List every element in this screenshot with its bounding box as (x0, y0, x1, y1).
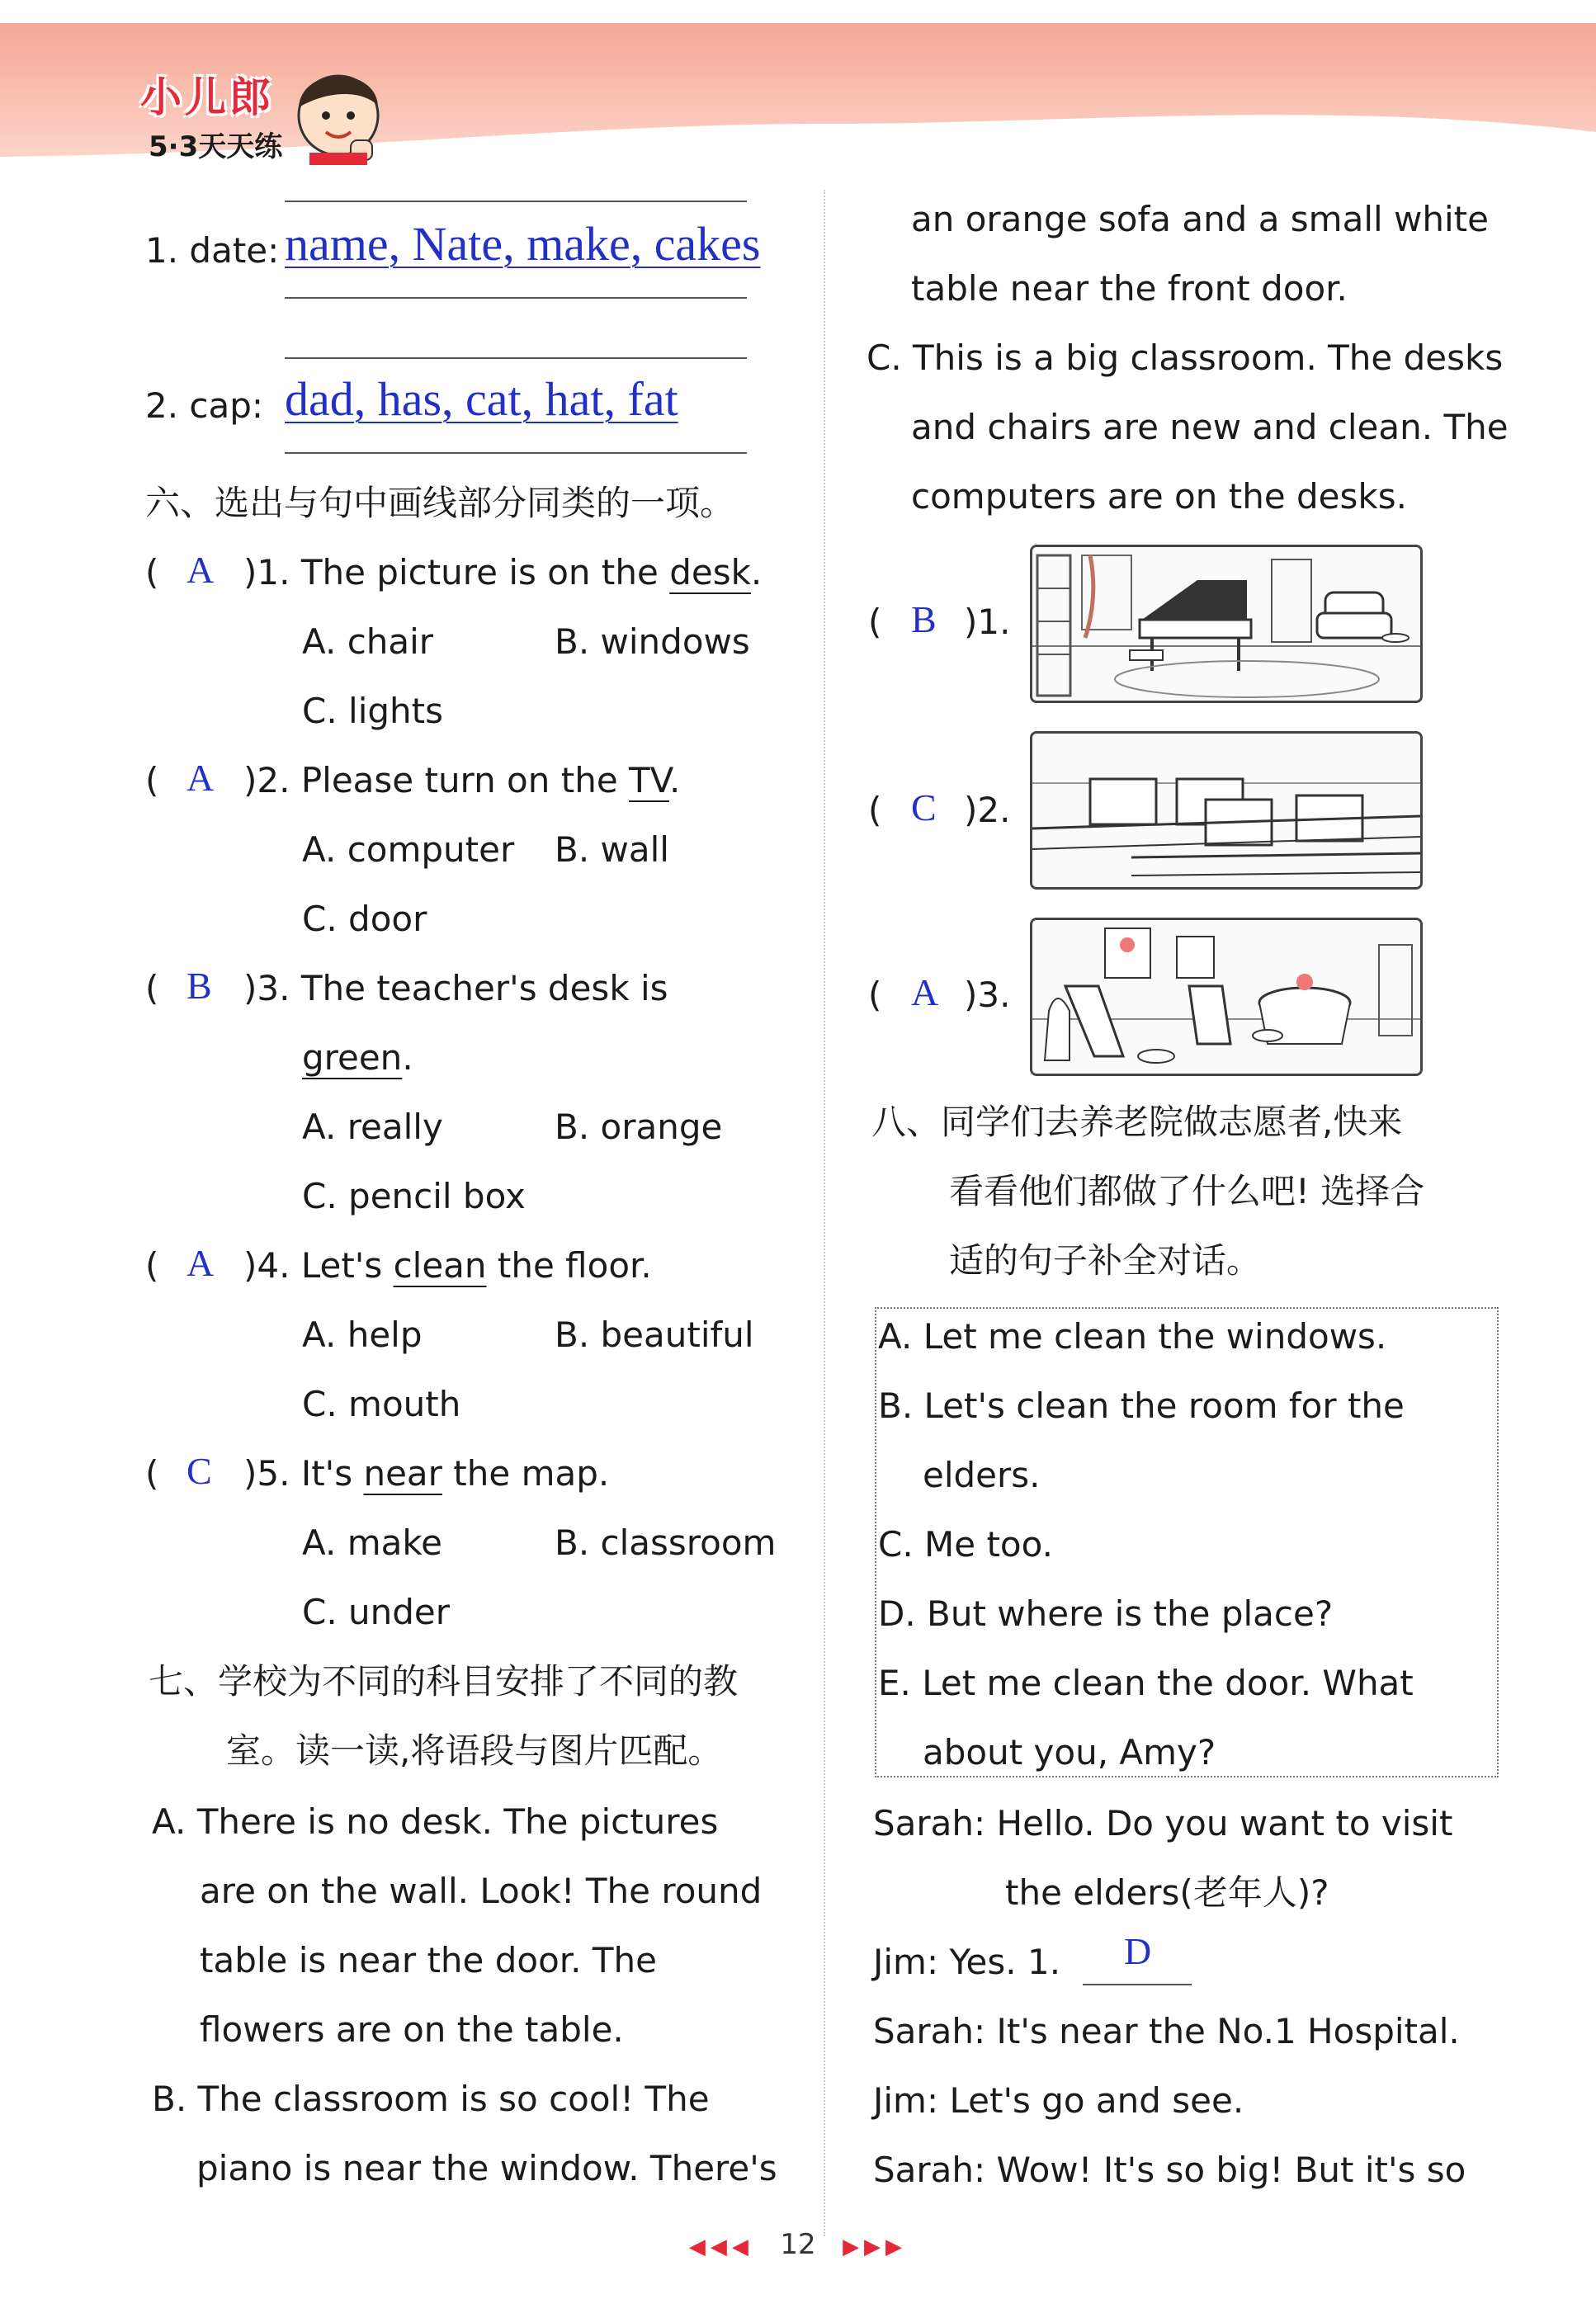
stem-text: The teacher's desk is (300, 968, 668, 1008)
option: B. beautiful (555, 1315, 754, 1355)
answer-letter: C (911, 786, 937, 828)
page-footer (0, 2228, 1596, 2261)
passage-line: table near the front door. (911, 268, 1348, 309)
answer-letter: A (187, 757, 215, 799)
question-number: )4. (243, 1245, 290, 1286)
column-divider (824, 190, 825, 2236)
option: A. help (302, 1315, 423, 1355)
computer-room-picture (1030, 731, 1423, 890)
passage-line: flowers are on the table. (200, 2009, 624, 2050)
passage-line: piano is near the window. There's (196, 2148, 777, 2188)
dialogue-option: A. Let me clean the windows. (878, 1316, 1387, 1357)
section8-title-cont: 适的句子补全对话。 (949, 1240, 1262, 1281)
answer-letter: D (1124, 1930, 1152, 1972)
logo-title: 小儿郎 (140, 73, 274, 121)
handwritten-answer: dad, has, cat, hat, fat (285, 372, 678, 426)
page-number: 12 (780, 2228, 816, 2261)
option: A. really (302, 1107, 443, 1147)
handwritten-answer: name, Nate, make, cakes (285, 217, 761, 271)
item-label: 2. cap: (145, 385, 264, 426)
stem-text: . (402, 1037, 413, 1078)
option: B. windows (555, 621, 750, 662)
stem-text: the floor. (486, 1245, 652, 1286)
match-number: )3. (964, 975, 1011, 1015)
option: A. computer (302, 829, 515, 870)
section8-title: 八、同学们去养老院做志愿者,快来 (871, 1102, 1403, 1142)
answer-blank (1083, 1984, 1192, 1985)
paren-open: ( (868, 602, 882, 642)
writing-line (285, 297, 747, 299)
underlined-word: near (363, 1453, 442, 1494)
computer-room-illustration (1032, 734, 1420, 887)
paren-open: ( (145, 760, 159, 800)
option: B. wall (555, 829, 669, 870)
underlined-word: green (302, 1037, 403, 1078)
option: C. mouth (302, 1384, 461, 1424)
option: B. classroom (555, 1522, 777, 1563)
question-stem (243, 967, 668, 1010)
dialogue-line: Sarah: Wow! It's so big! But it's so (873, 2150, 1466, 2190)
underlined-word: desk (669, 552, 751, 592)
option: A. chair (302, 621, 434, 662)
question-number: )2. (243, 760, 290, 800)
option: C. under (302, 1592, 451, 1632)
stem-text: Please turn on the (300, 760, 630, 800)
dialogue-line: Jim: Let's go and see. (873, 2080, 1244, 2121)
paren-open: ( (868, 790, 882, 830)
paren-open: ( (145, 552, 159, 592)
dialogue-line: the elders(老年人)? (1005, 1872, 1329, 1913)
option: C. pencil box (302, 1176, 526, 1216)
option: B. orange (555, 1107, 723, 1147)
dialogue-option: about you, Amy? (923, 1732, 1216, 1773)
option: A. make (302, 1522, 443, 1563)
dialogue-option: D. But where is the place? (878, 1593, 1334, 1634)
underlined-word: clean (393, 1245, 487, 1286)
question-number: )5. (243, 1453, 290, 1494)
question-number: )1. (243, 552, 290, 592)
answer-letter: C (187, 1450, 212, 1492)
dialogue-option: E. Let me clean the door. What (878, 1663, 1414, 1703)
passage-line: are on the wall. Look! The round (200, 1871, 763, 1911)
question-number: )3. (243, 968, 290, 1008)
left-arrows-icon: ◀◀◀ (688, 2235, 753, 2259)
answer-letter: A (911, 971, 939, 1013)
stem-text: the map. (441, 1453, 610, 1494)
question-stem (243, 551, 762, 594)
dialogue-line: Sarah: Hello. Do you want to visit (873, 1803, 1453, 1843)
writing-line (285, 357, 747, 359)
art-room-illustration (1032, 920, 1420, 1074)
question-stem (243, 1452, 609, 1495)
paren-open: ( (145, 1453, 159, 1494)
passage-line: B. The classroom is so cool! The (152, 2079, 710, 2119)
passage-line: an orange sofa and a small white (911, 199, 1489, 239)
answer-letter: A (187, 1242, 215, 1284)
stem-text: . (750, 552, 763, 592)
dialogue-line: Jim: Yes. 1. (873, 1942, 1061, 1982)
passage-line: C. This is a big classroom. The desks (866, 338, 1504, 378)
question-stem (243, 759, 680, 802)
match-number: )1. (964, 602, 1011, 642)
answer-letter: B (187, 965, 212, 1007)
music-room-picture (1030, 545, 1423, 703)
section7-title-cont: 室。读一读,将语段与图片匹配。 (226, 1730, 723, 1771)
stem-text: It's (300, 1453, 364, 1494)
logo-subtitle: 5·3天天练 (149, 130, 283, 163)
answer-letter: A (187, 549, 215, 591)
writing-line (285, 201, 747, 202)
music-room-illustration (1032, 547, 1420, 701)
stem-text: The picture is on the (300, 552, 670, 592)
page-header (0, 0, 1596, 165)
passage-line: and chairs are new and clean. The (911, 407, 1509, 447)
section8-title-cont: 看看他们都做了什么吧! 选择合 (949, 1171, 1425, 1211)
section6-title: 六、选出与句中画线部分同类的一项。 (145, 483, 735, 523)
answer-letter: B (911, 598, 937, 640)
dialogue-option: B. Let's clean the room for the (878, 1385, 1405, 1426)
dialogue-option: C. Me too. (878, 1524, 1053, 1565)
dialogue-line: Sarah: It's near the No.1 Hospital. (873, 2011, 1460, 2051)
option: C. door (302, 899, 427, 939)
paren-open: ( (145, 968, 159, 1008)
writing-line (285, 452, 747, 454)
art-room-picture (1030, 918, 1423, 1076)
question-stem-cont (302, 1036, 413, 1079)
passage-line: computers are on the desks. (911, 476, 1407, 517)
paren-open: ( (868, 975, 882, 1015)
stem-text: Let's (300, 1245, 394, 1286)
mascot-boy-icon (299, 76, 378, 165)
section7-title: 七、学校为不同的科目安排了不同的教 (149, 1661, 739, 1702)
passage-line: A. There is no desk. The pictures (152, 1801, 719, 1842)
passage-line: table is near the door. The (200, 1940, 657, 1980)
dialogue-option: elders. (923, 1455, 1041, 1495)
underlined-word: TV (629, 760, 669, 800)
question-stem (243, 1244, 652, 1287)
match-number: )2. (964, 790, 1011, 830)
paren-open: ( (145, 1245, 159, 1286)
right-arrows-icon: ▶▶▶ (843, 2235, 908, 2259)
stem-text: . (669, 760, 681, 800)
item-label: 1. date: (145, 230, 280, 271)
option: C. lights (302, 691, 443, 731)
